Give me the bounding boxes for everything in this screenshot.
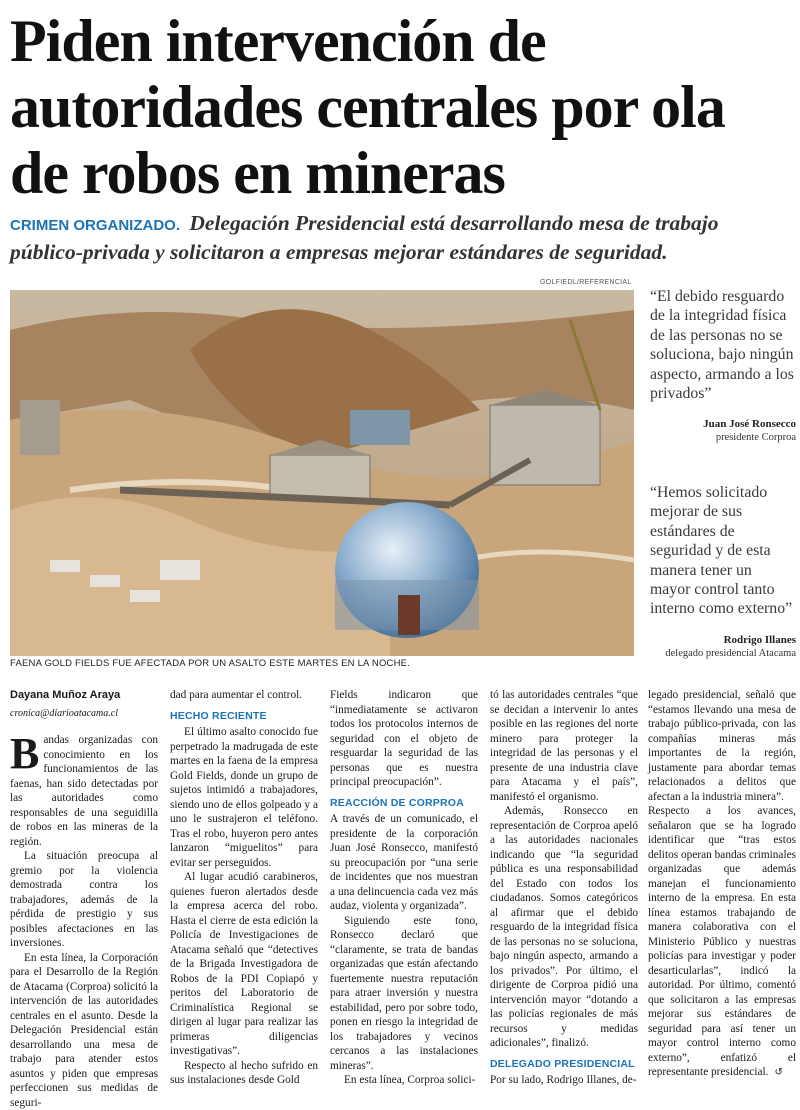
pull-quote-2-author: Rodrigo Illanes bbox=[650, 633, 796, 647]
paragraph: En esta línea, Corproa solici- bbox=[330, 1073, 478, 1088]
pull-quote-2-text: “Hemos solicitado mejorar de sus estándares de seguridad y de esta manera tener un mayor control tanto interno como externo” bbox=[650, 483, 796, 619]
byline-author: Dayana Muñoz Araya bbox=[10, 688, 158, 703]
deck-kicker: CRIMEN ORGANIZADO. bbox=[10, 217, 180, 234]
subhead-reaccion-corproa: REACCIÓN DE CORPROA bbox=[330, 796, 478, 811]
pull-quote-1-role: presidente Corproa bbox=[650, 431, 796, 445]
deck bbox=[10, 210, 790, 266]
byline-email: cronica@diarioatacama.cl bbox=[10, 707, 158, 722]
paragraph bbox=[10, 733, 158, 849]
photo-credit: GOLFIEDL/REFERENCIAL bbox=[540, 279, 632, 286]
pull-quote-2-role: delegado presidencial Atacama bbox=[650, 647, 796, 661]
paragraph bbox=[648, 804, 796, 1081]
pull-quote-2 bbox=[650, 483, 796, 661]
paragraph: dad para aumentar el control. bbox=[170, 688, 318, 703]
paragraph: La situación preocupa al gremio por la violencia demostrada contra los trabajadores, además de la pérdida de prestigio y sus posibles afectaciones en las inversiones. bbox=[10, 849, 158, 951]
body-column-4 bbox=[490, 688, 638, 1088]
paragraph: Fields indicaron que “inmediatamente se activaron todos los protocolos internos de seguridad con el objeto de resguardar la seguridad de las personas que es nuestra principal preocupación”. bbox=[330, 688, 478, 790]
subhead-hecho-reciente: HECHO RECIENTE bbox=[170, 709, 318, 724]
drop-cap: B bbox=[10, 735, 39, 773]
mine-photo bbox=[10, 290, 634, 656]
paragraph: Además, Ronsecco en representación de Corproa apeló a las autoridades nacionales indicando que “la seguridad pública es una responsabilidad del Estado con todos los ciudadanos. Somos categóricos al afirmar que el debido resguardo de la integridad física de las personas no se soluciona, bajo ningún aspecto, armando a los privados”. Por último, el dirigente de Corproa pidió una intervención mayor “dotando a las policías regionales de más recursos y medidas adicionales”, finalizó. bbox=[490, 804, 638, 1051]
paragraph-text: andas organizadas con conocimiento en los funcionamientos de las faenas, han sido detectadas por las autoridades como responsables de una seguidilla de robos en las mineras de la región. bbox=[10, 734, 158, 848]
body-column-2 bbox=[170, 688, 318, 1088]
paragraph: legado presidencial, señaló que “estamos llevando una mesa de trabajo público-privada, con las compañías mineras más importantes de la región, justamente para abordar temas relacionados a delitos que afectan a la industria minera”. bbox=[648, 688, 796, 804]
mine-photo-illustration bbox=[10, 290, 634, 656]
photo-caption: FAENA GOLD FIELDS FUE AFECTADA POR UN ASALTO ESTE MARTES EN LA NOCHE. bbox=[10, 658, 410, 669]
paragraph-text: Respecto a los avances, señalaron que se ha logrado identificar que “tras estos delitos operan bandas criminales organizadas que además manejan el funcionamiento interno de la empresa. En esta línea estamos trabajando de manera colaborativa con el Ministerio Público y nuestras policías para investigar y poder desarticularlas”, indicó la autoridad. Por último, comentó que solicitaron a las empresas mejorar sus estándares de seguridad para así tener un mayor control interno como externo”, enfatizó el representante presidencial. bbox=[648, 805, 796, 1078]
paragraph: Siguiendo este tono, Ronsecco declaró que “claramente, se trata de bandas organizadas que están afectando fuertemente nuestra reputación para atraer inversión y nuestra estabilidad, pero por sobre todo, ponen en riesgo la integridad de los trabajadores y vecinos cercanos a las instalaciones mineras”. bbox=[330, 914, 478, 1074]
pull-quote-1-text: “El debido resguardo de la integridad física de las personas no se soluciona, bajo ningún aspecto, armando a los privados” bbox=[650, 287, 796, 403]
pull-quote-1 bbox=[650, 287, 796, 445]
paragraph: Al lugar acudió carabineros, quienes fueron alertados desde la empresa acerca del robo. Hasta el cierre de esta edición la Policía de Investigaciones de Atacama señaló que “detectives de la Brigada Investigadora de Robos de la PDI Copiapó y peritos del Laboratorio de Criminalística Regional se dirigen al lugar para realizar las primeras diligencias investigativas”. bbox=[170, 870, 318, 1059]
headline: Piden intervención de autoridades centrales por ola de robos en mineras bbox=[10, 8, 790, 206]
paragraph: A través de un comunicado, el presidente de la corporación Juan José Ronsecco, manifestó su preocupación por “una serie de incidentes que nos muestran a una delincuencia cada vez más audaz, violenta y organizada”. bbox=[330, 812, 478, 914]
body-column-3 bbox=[330, 688, 478, 1088]
paragraph: Por su lado, Rodrigo Illanes, de- bbox=[490, 1073, 638, 1088]
pull-quote-1-author: Juan José Ronsecco bbox=[650, 417, 796, 431]
end-mark-icon: ↺ bbox=[774, 1067, 782, 1078]
body-column-5 bbox=[648, 688, 796, 1081]
subhead-delegado-presidencial: DELEGADO PRESIDENCIAL bbox=[490, 1057, 638, 1072]
paragraph: En esta línea, la Corporación para el Desarrollo de la Región de Atacama (Corproa) solicitó la intervención de las autoridades centrales en el asunto. Desde la Delegación Presidencial están desarrollando una mesa de trabajo para atender estos asuntos y piden que empresas perfeccionen sus medidas de seguri- bbox=[10, 951, 158, 1110]
body-column-1 bbox=[10, 688, 158, 1110]
paragraph: El último asalto conocido fue perpetrado la madrugada de este martes en la faena de la empresa Gold Fields, donde un grupo de sujetos intimidó a trabajadores, siendo uno de ellos golpeado y a uno le sustrajeron el teléfono. Tras el robo, huyeron pero antes lanzaron “miguelitos” para evitar ser perseguidos. bbox=[170, 725, 318, 870]
paragraph: Respecto al hecho sufrido en sus instalaciones desde Gold bbox=[170, 1059, 318, 1088]
deck-text: Delegación Presidencial está desarrollando mesa de trabajo público-privada y solicitaron a empresas mejorar estándares de seguridad. bbox=[10, 211, 718, 264]
paragraph: tó las autoridades centrales “que se decidan a intervenir lo antes posible en las regiones del norte minero para proteger la integridad de las personas y el presente de una industria clave para Atacama y el país”, manifestó el organismo. bbox=[490, 688, 638, 804]
